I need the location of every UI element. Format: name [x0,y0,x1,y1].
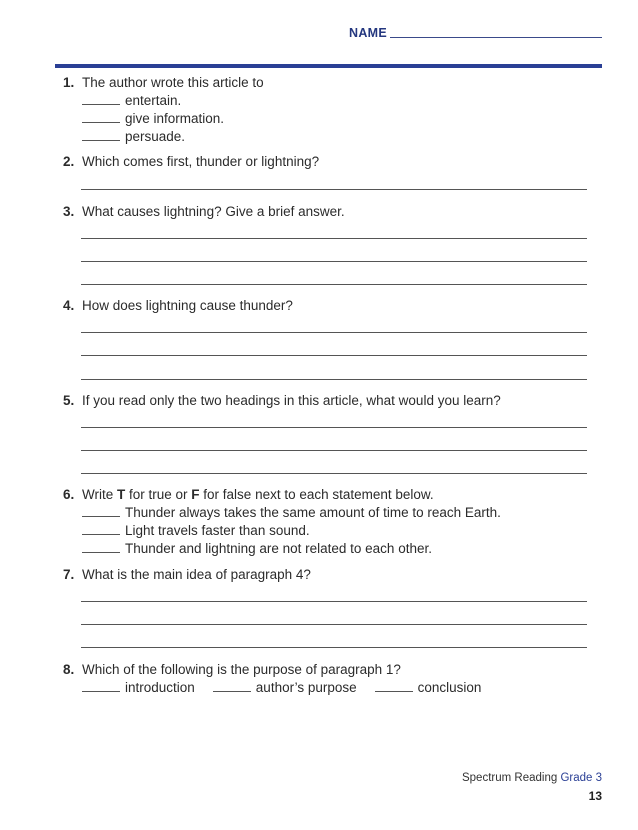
option-label: persuade. [125,129,186,144]
answer-line[interactable] [81,473,587,474]
question-number: 2. [63,154,75,169]
header-divider [55,64,602,68]
option-label: introduction [125,680,195,695]
question-4 [63,297,293,315]
answer-blank[interactable] [82,504,120,517]
answer-line[interactable] [81,450,587,451]
answer-line[interactable] [81,189,587,190]
page-number: 13 [588,789,602,803]
q1-option-2 [82,110,224,128]
question-number: 5. [63,393,75,408]
answer-blank[interactable] [82,128,120,141]
q8-option-2 [213,679,357,697]
answer-line[interactable] [81,355,587,356]
book-name: Spectrum Reading [461,772,558,784]
question-text: What is the main idea of paragraph 4? [82,567,311,582]
statement-text: Thunder always takes the same amount of time to reach Earth. [125,505,501,520]
question-text: How does lightning cause thunder? [82,298,293,313]
q1-option-1 [82,92,181,110]
question-text-pre: Write [82,487,118,502]
question-3 [63,203,345,221]
answer-blank[interactable] [82,679,120,692]
answer-blank[interactable] [375,679,413,692]
question-text-mid: for true or [125,487,192,502]
answer-line[interactable] [81,379,587,380]
question-number: 7. [63,567,75,582]
question-2 [63,153,319,171]
q6-statement-2 [82,522,310,540]
statement-text: Thunder and lightning are not related to each other. [125,541,432,556]
grade-label: Grade 3 [560,772,602,784]
q1-option-3 [82,128,185,146]
question-text: Which comes first, thunder or lightning? [82,154,320,169]
q8-options [82,679,499,697]
answer-line[interactable] [81,238,587,239]
answer-blank[interactable] [82,540,120,553]
question-8 [63,661,401,679]
question-text: What causes lightning? Give a brief answer. [82,204,345,219]
q8-option-3 [375,679,482,697]
question-text: The author wrote this article to [82,75,264,90]
answer-blank[interactable] [82,92,120,105]
answer-line[interactable] [81,261,587,262]
question-number: 8. [63,662,75,677]
answer-line[interactable] [81,427,587,428]
question-1 [63,74,264,92]
question-number: 3. [63,204,75,219]
statement-text: Light travels faster than sound. [125,523,310,538]
answer-line[interactable] [81,601,587,602]
question-5 [63,392,501,410]
answer-line[interactable] [81,332,587,333]
name-field[interactable] [390,37,602,38]
answer-line[interactable] [81,647,587,648]
question-number: 1. [63,75,75,90]
question-text-post: for false next to each statement below. [199,487,434,502]
question-number: 4. [63,298,75,313]
answer-blank[interactable] [82,522,120,535]
question-7 [63,566,311,584]
false-letter: F [191,487,200,502]
option-label: conclusion [417,680,482,695]
question-text: If you read only the two headings in this article, what would you learn? [82,393,501,408]
question-number: 6. [63,487,75,502]
name-label: NAME [349,26,388,40]
book-title [462,772,602,784]
true-letter: T [117,487,126,502]
question-text: Which of the following is the purpose of paragraph 1? [82,662,401,677]
option-label: author’s purpose [255,680,357,695]
q6-statement-1 [82,504,501,522]
option-label: give information. [125,111,225,126]
q6-statement-3 [82,540,432,558]
option-label: entertain. [125,93,182,108]
answer-blank[interactable] [82,110,120,123]
answer-blank[interactable] [213,679,251,692]
question-6 [63,486,434,504]
q8-option-1 [82,679,195,697]
answer-line[interactable] [81,284,587,285]
answer-line[interactable] [81,624,587,625]
